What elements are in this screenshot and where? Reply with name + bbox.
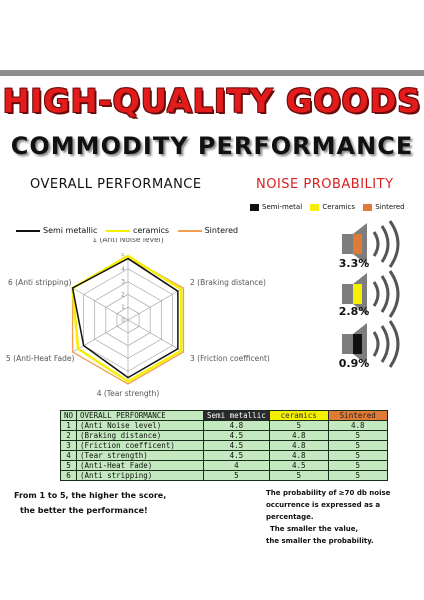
table-row [61, 441, 388, 451]
table-cell: 5 [328, 431, 387, 441]
radar-scale-tick: 2 [121, 291, 125, 299]
table-cell: 5 [61, 461, 77, 471]
table-cell: 6 [61, 471, 77, 481]
table-cell: 4 [204, 461, 270, 471]
performance-table [60, 410, 388, 481]
noise-value-semi-metal: 0.9% [338, 357, 370, 370]
radar-scale-tick: 5 [121, 253, 125, 260]
radar-spoke [128, 320, 183, 352]
radar-axis-label: 6 (Anti stripping) [8, 278, 72, 287]
score-note-line: From 1 to 5, the higher the score, [14, 491, 167, 500]
radar-axis-label: 4 (Tear strength) [96, 389, 160, 398]
noise-note [266, 487, 416, 547]
table-cell: 4.8 [269, 431, 328, 441]
table-row [61, 451, 388, 461]
noise-note-line: occurrence is expressed as a percentage. [266, 501, 381, 521]
radar-spoke [73, 288, 128, 320]
table-cell: 4.8 [204, 421, 270, 431]
table-cell: 4.5 [204, 441, 270, 451]
radar-chart [0, 238, 300, 408]
table-cell: (Anti Noise level) [77, 421, 204, 431]
table-header-cell: NO [61, 411, 77, 421]
score-note-line: the better the performance! [20, 506, 148, 515]
noise-legend-sintered: Sintered [363, 203, 404, 211]
page-title: HIGH-QUALITY GOODS [2, 82, 422, 120]
score-note [14, 488, 214, 518]
radar-scale-tick: 4 [121, 265, 125, 273]
noise-note-line: The probability of ≥70 db noise [266, 489, 391, 497]
table-cell: 5 [204, 471, 270, 481]
table-cell: 4 [61, 451, 77, 461]
table-row [61, 461, 388, 471]
table-row [61, 431, 388, 441]
table-cell: (Tear strength) [77, 451, 204, 461]
noise-legend-ceramics: Ceramics [310, 203, 355, 211]
radar-axis-label: 5 (Anti-Heat Fade) [6, 354, 75, 363]
table-cell: 5 [328, 441, 387, 451]
radar-spoke [128, 288, 183, 320]
radar-legend-sintered: Sintered [178, 226, 239, 235]
page-subtitle: COMMODITY PERFORMANCE [10, 132, 414, 160]
table-cell: 4.8 [328, 421, 387, 431]
table-cell: 4.5 [269, 461, 328, 471]
table-cell: 4.5 [204, 431, 270, 441]
radar-axis-label: 2 (Braking distance) [190, 278, 266, 287]
table-cell: 4.8 [269, 441, 328, 451]
table-cell: 5 [328, 461, 387, 471]
table-cell: (Anti stripping) [77, 471, 204, 481]
top-divider [0, 70, 424, 76]
overall-performance-heading: OVERALL PERFORMANCE [30, 177, 202, 192]
noise-note-line: the smaller the probability. [266, 537, 374, 545]
table-header-cell: Sintered [328, 411, 387, 421]
noise-value-ceramics: 2.8% [338, 305, 370, 318]
table-cell: 5 [269, 471, 328, 481]
radar-legend [16, 226, 244, 235]
radar-scale-tick: 1 [121, 304, 125, 312]
radar-legend-semi-metallic: Semi metallic [16, 226, 97, 235]
radar-spoke [73, 320, 128, 352]
noise-probability-heading: NOISE PROBABILITY [256, 177, 394, 192]
radar-axis-label: 3 (Friction coefficent) [190, 354, 270, 363]
table-header-cell: OVERALL PERFORMANCE [77, 411, 204, 421]
table-row [61, 421, 388, 431]
table-row [61, 471, 388, 481]
radar-scale-tick: 3 [121, 278, 125, 286]
table-cell: 5 [269, 421, 328, 431]
table-cell: 4.5 [204, 451, 270, 461]
table-cell: 3 [61, 441, 77, 451]
table-cell: 2 [61, 431, 77, 441]
radar-legend-ceramics: ceramics [106, 226, 169, 235]
noise-note-line: The smaller the value, [270, 525, 359, 533]
noise-legend-semi-metal: Semi-metal [250, 203, 302, 211]
table-cell: 5 [328, 451, 387, 461]
radar-axis-label: 1 (Anti Noise level) [92, 238, 164, 244]
table-cell: 4.8 [269, 451, 328, 461]
table-cell: (Anti-Heat Fade) [77, 461, 204, 471]
table-header-cell: Semi metallic [204, 411, 270, 421]
table-cell: (Friction coefficent) [77, 441, 204, 451]
noise-legend [250, 203, 411, 211]
radar-scale-tick: 0 [121, 317, 125, 324]
table-cell: 1 [61, 421, 77, 431]
noise-value-sintered: 3.3% [338, 257, 370, 270]
table-cell: 5 [328, 471, 387, 481]
table-header-row [61, 411, 388, 421]
table-header-cell: ceramics [269, 411, 328, 421]
table-cell: (Braking distance) [77, 431, 204, 441]
